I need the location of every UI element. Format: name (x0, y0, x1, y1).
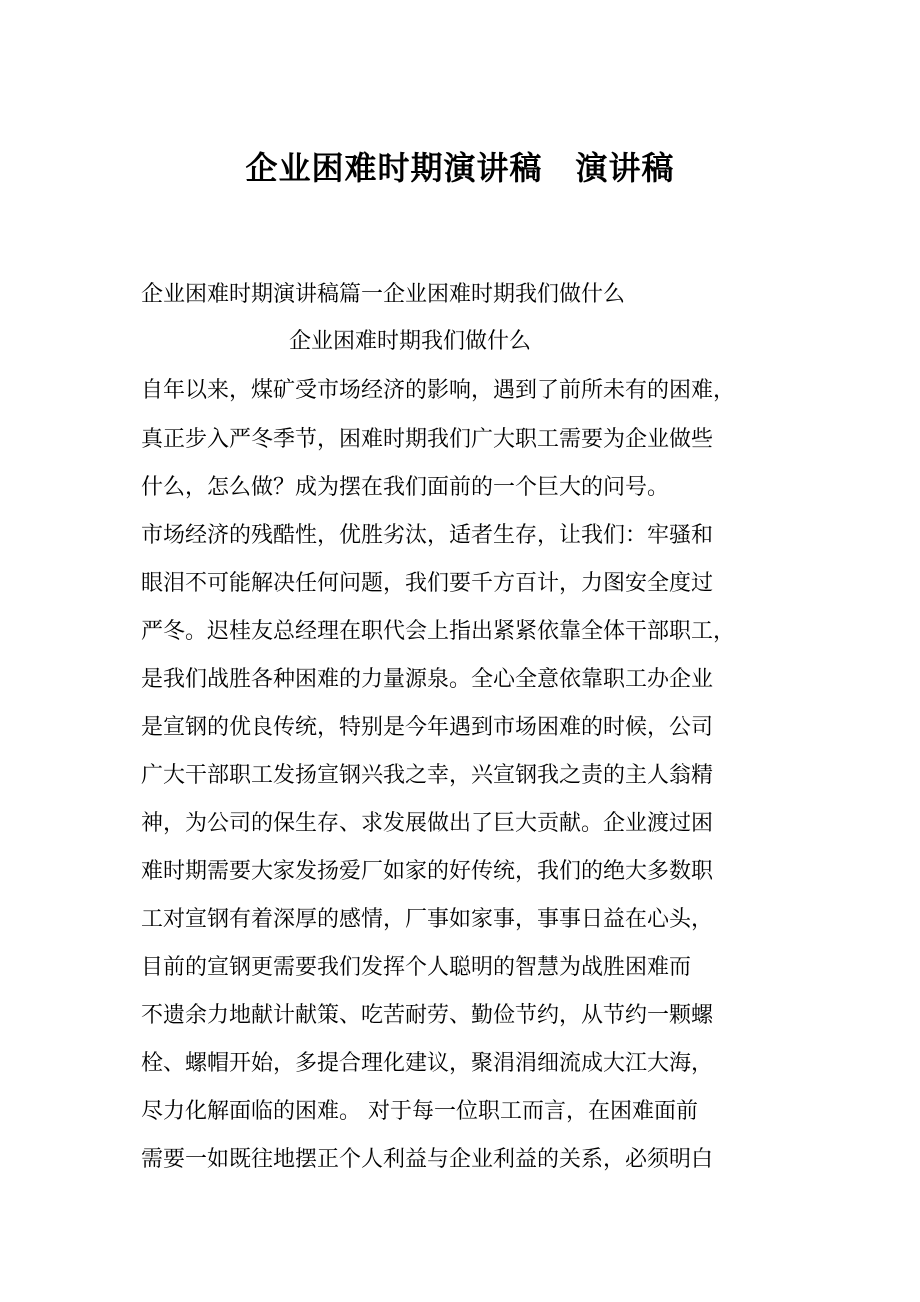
body-line: 工对宣钢有着深厚的感情，厂事如家事，事事日益在心头， (141, 907, 714, 932)
body-line: 企业困难时期演讲稿篇一企业困难时期我们做什么 (141, 282, 626, 307)
body-line: 不遗余力地献计献策、吃苦耐劳、勤俭节约，从节约一颗螺 (141, 1003, 714, 1028)
document-title: 企业困难时期演讲稿 演讲稿 (245, 149, 675, 187)
body-line: 目前的宣钢更需要我们发挥个人聪明的智慧为战胜困难而 (141, 955, 692, 980)
body-line: 市场经济的残酷性，优胜劣汰，适者生存，让我们：牢骚和 (141, 523, 714, 548)
body-line: 是宣钢的优良传统，特别是今年遇到市场困难的时候，公司 (141, 715, 714, 740)
body-line: 自年以来，煤矿受市场经济的影响，遇到了前所未有的困难， (141, 378, 736, 403)
body-line: 尽力化解面临的困难。 对于每一位职工而言，在困难面前 (141, 1099, 698, 1124)
body-line: 神，为公司的保生存、求发展做出了巨大贡献。企业渡过困 (141, 811, 714, 836)
body-line: 广大干部职工发扬宣钢兴我之幸，兴宣钢我之责的主人翁精 (141, 763, 714, 788)
body-line: 需要一如既往地摆正个人利益与企业利益的关系，必须明白 (141, 1147, 714, 1172)
body-line: 难时期需要大家发扬爱厂如家的好传统，我们的绝大多数职 (141, 859, 714, 884)
body-line: 眼泪不可能解决任何问题，我们要千方百计，力图安全度过 (141, 571, 714, 596)
subtitle-line: 企业困难时期我们做什么 (289, 329, 532, 354)
body-line: 是我们战胜各种困难的力量源泉。全心全意依靠职工办企业 (141, 667, 714, 692)
body-line: 什么，怎么做？成为摆在我们面前的一个巨大的问号。 (141, 475, 670, 500)
body-line: 真正步入严冬季节，困难时期我们广大职工需要为企业做些 (141, 427, 714, 452)
body-line: 栓、螺帽开始，多提合理化建议，聚涓涓细流成大江大海， (141, 1051, 714, 1076)
body-line: 严冬。迟桂友总经理在职代会上指出紧紧依靠全体干部职工， (141, 619, 736, 644)
